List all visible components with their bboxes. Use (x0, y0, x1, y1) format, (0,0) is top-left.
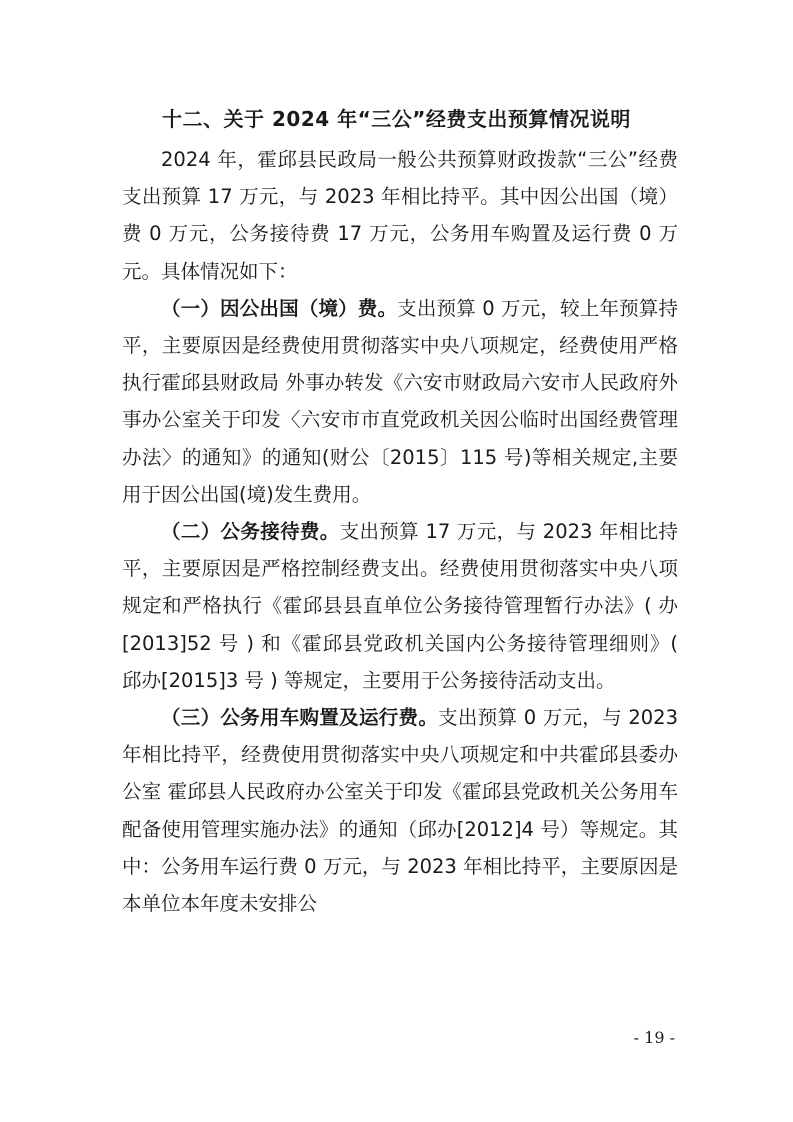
section-text: 支出预算 17 万元，与 2023 年相比持平，主要原因是严格控制经费支出。经费使用贯彻落实中央八项规定和严格执行《霍邱县县直单位公务接待管理暂行办法》( 办[2013]52 号 ) 和《霍邱县党政机关国内公务接待管理细则》( 邱办[2015]3 号 ) 等规定，主要用于公务接待活动支出。 (122, 520, 678, 692)
section-reception (122, 513, 678, 699)
section-heading: （二）公务接待费。 (161, 520, 340, 544)
document-body (122, 141, 678, 922)
section-heading: （一）因公出国（境）费。 (161, 296, 398, 320)
section-text: 支出预算 0 万元，与 2023 年相比持平，经费使用贯彻落实中央八项规定和中共霍邱县委办公室 霍邱县人民政府办公室关于印发《霍邱县党政机关公务用车配备使用管理实施办法》的通知（邱办[2012]4 号）等规定。其中：公务用车运行费 0 万元，与 2023 年相比持平，主要原因是本单位本年度未安排公 (122, 706, 678, 916)
section-text: 支出预算 0 万元，较上年预算持平，主要原因是经费使用贯彻落实中央八项规定，经费使用严格执行霍邱县财政局 外事办转发《六安市财政局六安市人民政府外事办公室关于印发〈六安市市直党政机关因公临时出国经费管理办法〉的通知》的通知(财公〔2015〕115 号)等相关规定,主要用于因公出国(境)发生费用。 (122, 296, 678, 506)
page-number: - 19 - (633, 1028, 675, 1047)
intro-paragraph: 2024 年，霍邱县民政局一般公共预算财政拨款“三公”经费支出预算 17 万元，与 2023 年相比持平。其中因公出国（境）费 0 万元，公务接待费 17 万元，公务用车购置及运行费 0 万元。具体情况如下： (122, 148, 678, 283)
section-overseas-travel (122, 290, 678, 513)
section-heading: （三）公务用车购置及运行费。 (161, 706, 439, 730)
section-vehicles (122, 699, 678, 922)
section-title: 十二、关于 2024 年“三公”经费支出预算情况说明 (162, 107, 631, 131)
